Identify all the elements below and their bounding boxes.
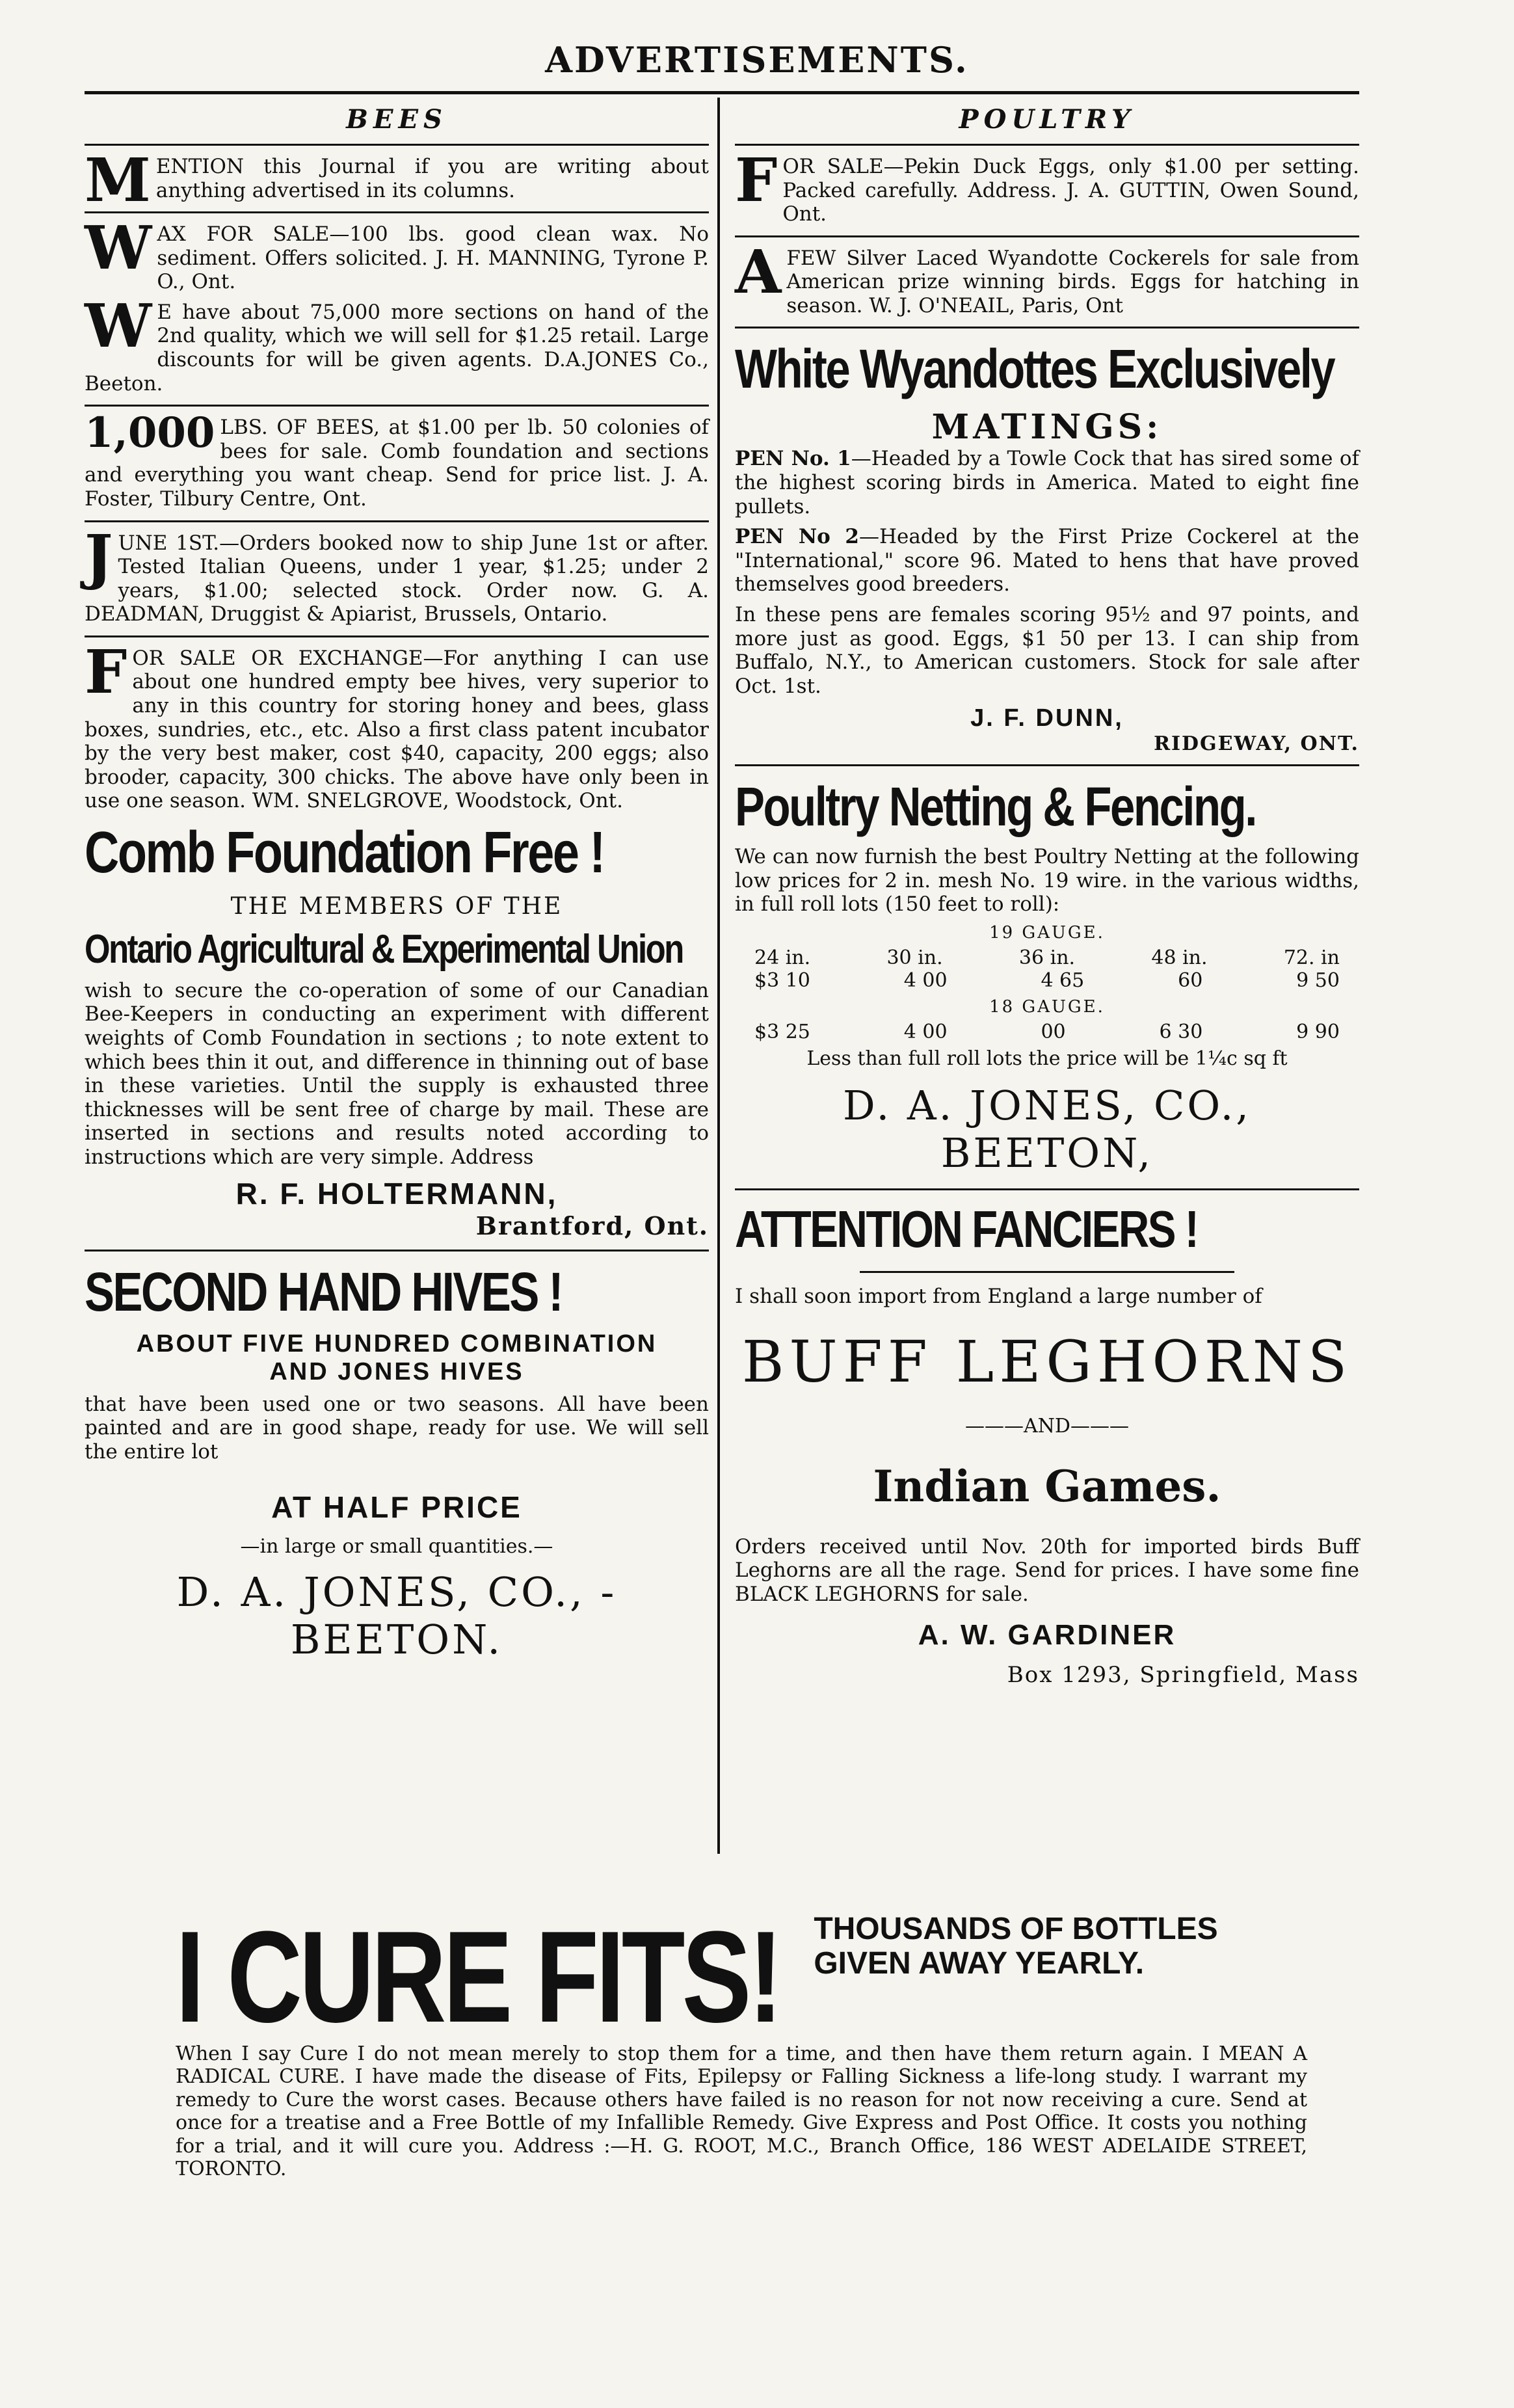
hives-subheading: ABOUT FIVE HUNDRED COMBINATION: [136, 1330, 657, 1358]
pens-note: In these pens are females scoring 95½ and 97 points, and more just as good. Eggs, $1 50 per 13. I can ship from Buffalo, N.Y., to American customers. Stock for sale after Oct. 1st.: [735, 602, 1359, 698]
ad-text: AX FOR SALE—100 lbs. good clean wax. No sediment. Offers solicited. J. H. MANNING, Tyrone P. O., Ont.: [157, 222, 709, 294]
comb-foundation-heading: Comb Foundation Free !: [85, 820, 604, 885]
price-cell: 9 50: [1296, 969, 1340, 992]
price-cell: 4 00: [903, 969, 948, 992]
second-hand-hives-heading: SECOND HAND HIVES !: [85, 1261, 562, 1322]
matings-heading: MATINGS:: [931, 407, 1163, 448]
price-table-18: [735, 1021, 1359, 1043]
section-heading-poultry: POULTRY: [959, 104, 1136, 135]
price-row: [735, 1021, 1359, 1043]
attention-fanciers-heading: ATTENTION FANCIERS !: [735, 1199, 1198, 1258]
divider: [735, 235, 1359, 237]
ad-text: OR SALE OR EXCHANGE—For anything I can use about one hundred empty bee hives, very superior to any in this country for storing honey and bees, glass boxes, sundries, etc., etc. Also a first class patent incubator by the very best maker, cost $40, capacity, 200 eggs; also brooder, capacity, 300 chicks. The above have only been in use one season. WM. SNELGROVE, Woodstock, Ont.: [85, 646, 709, 813]
price-cell: $3 25: [754, 1020, 810, 1043]
classified-ad: [735, 145, 1359, 226]
page-title: ADVERTISEMENTS.: [545, 39, 969, 81]
ad-text: OR SALE—Pekin Duck Eggs, only $1.00 per setting. Packed carefully. Address. J. A. GUTTIN, Owen Sound, Ont.: [782, 155, 1359, 226]
price-cell: 9 90: [1296, 1020, 1340, 1043]
indian-games-heading: Indian Games.: [873, 1460, 1221, 1512]
buff-leghorns-heading: BUFF LEGHORNS: [741, 1328, 1353, 1395]
classified-ad: [85, 145, 709, 215]
pen-2-label: PEN No 2: [735, 525, 859, 549]
price-cell: 00: [1041, 1020, 1066, 1043]
bees-column: [85, 98, 709, 1663]
cure-fits-ad: [176, 1905, 1307, 2200]
drop-cap: F: [735, 145, 778, 215]
hives-subheading: AND JONES HIVES: [269, 1358, 524, 1385]
price-row: [735, 969, 1359, 992]
quantities-line: —in large or small quantities.—: [240, 1535, 553, 1559]
netting-body: We can now furnish the best Poultry Netting at the following low prices for 2 in. mesh No. 19 wire. in the various widths, in full roll lots (150 feet to roll):: [735, 845, 1359, 916]
classified-ad: [85, 290, 709, 395]
ad-text: UNE 1ST.—Orders booked now to ship June 1st or after. Tested Italian Queens, under 1 year, $1.25; under 2 years, $1.00; selected stock. Order now. G. A. DEADMAN, Druggist & Apiarist, Brussels, Ontario.: [85, 531, 709, 626]
width-cell: 36 in.: [1018, 946, 1076, 969]
price-cell: 6 30: [1159, 1020, 1203, 1043]
hives-body: that have been used one or two seasons. All have been painted and are in good shape, ready for use. We will sell the entire lot: [85, 1392, 709, 1464]
fanciers-body: I shall soon import from England a large number of: [735, 1284, 1262, 1308]
poultry-column: [735, 98, 1359, 1688]
ad-text: ENTION this Journal if you are writing about anything advertised in its columns.: [155, 155, 709, 202]
fanciers-orders: Orders received until Nov. 20th for imported birds Buff Leghorns are all the rage. Send for prices. I have some fine BLACK LEGHORNS for sale.: [735, 1534, 1359, 1606]
price-cell: 4 65: [1041, 969, 1085, 992]
top-rule: [85, 91, 1359, 94]
ad-text: LBS. OF BEES, at $1.00 per lb. 50 colonies of bees for sale. Comb foundation and sections and everything you want cheap. Send for price list. J. A. Foster, Tilbury Centre, Ont.: [85, 416, 709, 511]
pen-2-description: [735, 525, 1359, 596]
classified-ad: [85, 213, 709, 294]
jones-store-name: D. A. JONES, CO., BEETON,: [842, 1081, 1252, 1177]
divider: [735, 327, 1359, 328]
divider: [85, 405, 709, 407]
comb-signature: R. F. HOLTERMANN,: [235, 1176, 558, 1211]
gardiner-signature: A. W. GARDINER: [918, 1619, 1176, 1652]
fits-subheading: GIVEN AWAY YEARLY.: [814, 1946, 1145, 1981]
price-cell: 4 00: [903, 1020, 948, 1043]
gardiner-address: Box 1293, Springfield, Mass: [1007, 1662, 1359, 1689]
price-table-19: [735, 946, 1359, 992]
divider: [85, 211, 709, 213]
comb-location: Brantford, Ont.: [475, 1211, 709, 1240]
classified-ad: [735, 236, 1359, 318]
divider: [85, 520, 709, 522]
and-separator: ———AND———: [965, 1414, 1129, 1438]
comb-foundation-body: wish to secure the co-operation of some of our Canadian Bee-Keepers in conducting an experiment with different weights of Comb Foundation in sections ; to note extent to which bees thin it out, and difference in thinning out of base in these varieties. Until the supply is exhausted three thicknesses will be sent free of charge by mail. These are inserted in sections and results noted according to instructions which are very simple. Address: [85, 978, 709, 1169]
classified-ad: [85, 521, 709, 626]
netting-note: Less than full roll lots the price will be 1¼c sq ft: [806, 1047, 1288, 1070]
divider: [85, 1250, 709, 1251]
ad-text: FEW Silver Laced Wyandotte Cockerels for sale from American prize winning birds. Eggs for hatching in season. W. J. O'NEAIL, Paris, Ont: [786, 246, 1359, 317]
half-price-label: AT HALF PRICE: [271, 1490, 522, 1525]
section-heading-bees: BEES: [346, 104, 447, 135]
drop-cap: F: [85, 636, 127, 707]
drop-cap: M: [85, 145, 151, 215]
union-heading: Ontario Agricultural & Experimental Union: [85, 926, 683, 972]
comb-members-line: THE MEMBERS OF THE: [230, 892, 563, 920]
jones-store-name: D. A. JONES, CO., - BEETON.: [176, 1568, 617, 1664]
gauge-19-label: 19 GAUGE.: [989, 922, 1105, 943]
drop-cap: W: [85, 290, 152, 361]
white-wyandottes-heading: White Wyandottes Exclusively: [735, 338, 1335, 400]
drop-cap: A: [735, 236, 782, 307]
divider: [85, 144, 709, 146]
price-cell: 60: [1178, 969, 1203, 992]
dunn-signature: J. F. DUNN,: [970, 704, 1124, 732]
fits-subheading: THOUSANDS OF BOTTLES: [814, 1912, 1218, 1946]
divider: [860, 1271, 1234, 1273]
cure-fits-heading: I CURE FITS!: [176, 1905, 780, 2050]
width-row: [735, 946, 1359, 969]
width-cell: 48 in.: [1151, 946, 1208, 969]
ad-text: E have about 75,000 more sections on hand of the 2nd quality, which we will sell for $1.25 retail. Large discounts for will be given agents. D.A.JONES Co., Beeton.: [85, 300, 709, 395]
dunn-location: RIDGEWAY, ONT.: [1154, 732, 1359, 756]
width-cell: 24 in.: [754, 946, 811, 969]
width-cell: 72. in: [1283, 946, 1340, 969]
drop-cap: W: [85, 213, 152, 284]
classified-ad: [85, 408, 709, 511]
drop-cap: 1,000: [85, 408, 215, 458]
poultry-netting-heading: Poultry Netting & Fencing.: [735, 776, 1256, 838]
gauge-18-label: 18 GAUGE.: [989, 997, 1105, 1017]
pen-1-description: [735, 447, 1359, 518]
pen-2-text: —Headed by the First Prize Cockerel at the "International," score 96. Mated to hens that have proved themselves good breeders.: [735, 525, 1359, 596]
divider: [85, 635, 709, 637]
drop-cap: J: [85, 521, 113, 592]
pen-1-text: —Headed by a Towle Cock that has sired some of the highest scoring birds in America. Mated to eight fine pullets.: [735, 447, 1359, 518]
width-cell: 30 in.: [886, 946, 943, 969]
classified-ad: [85, 636, 709, 813]
fits-body: When I say Cure I do not mean merely to stop them for a time, and then have them return again. I MEAN A RADICAL CURE. I have made the disease of Fits, Epilepsy or Falling Sickness a life-long study. I warrant my remedy to Cure the worst cases. Because others have failed is no reason for not now receiving a cure. Send at once for a treatise and a Free Bottle of my Infallible Remedy. Give Express and Post Office. It costs you nothing for a trial, and it will cure you. Address :—H. G. ROOT, M.C., Branch Office, 186 WEST ADELAIDE STREET, TORONTO.: [176, 2042, 1307, 2180]
divider: [735, 764, 1359, 766]
price-cell: $3 10: [754, 969, 810, 992]
divider: [735, 1188, 1359, 1190]
column-divider: [717, 98, 720, 1854]
pen-1-label: PEN No. 1: [735, 447, 851, 471]
divider: [735, 144, 1359, 146]
